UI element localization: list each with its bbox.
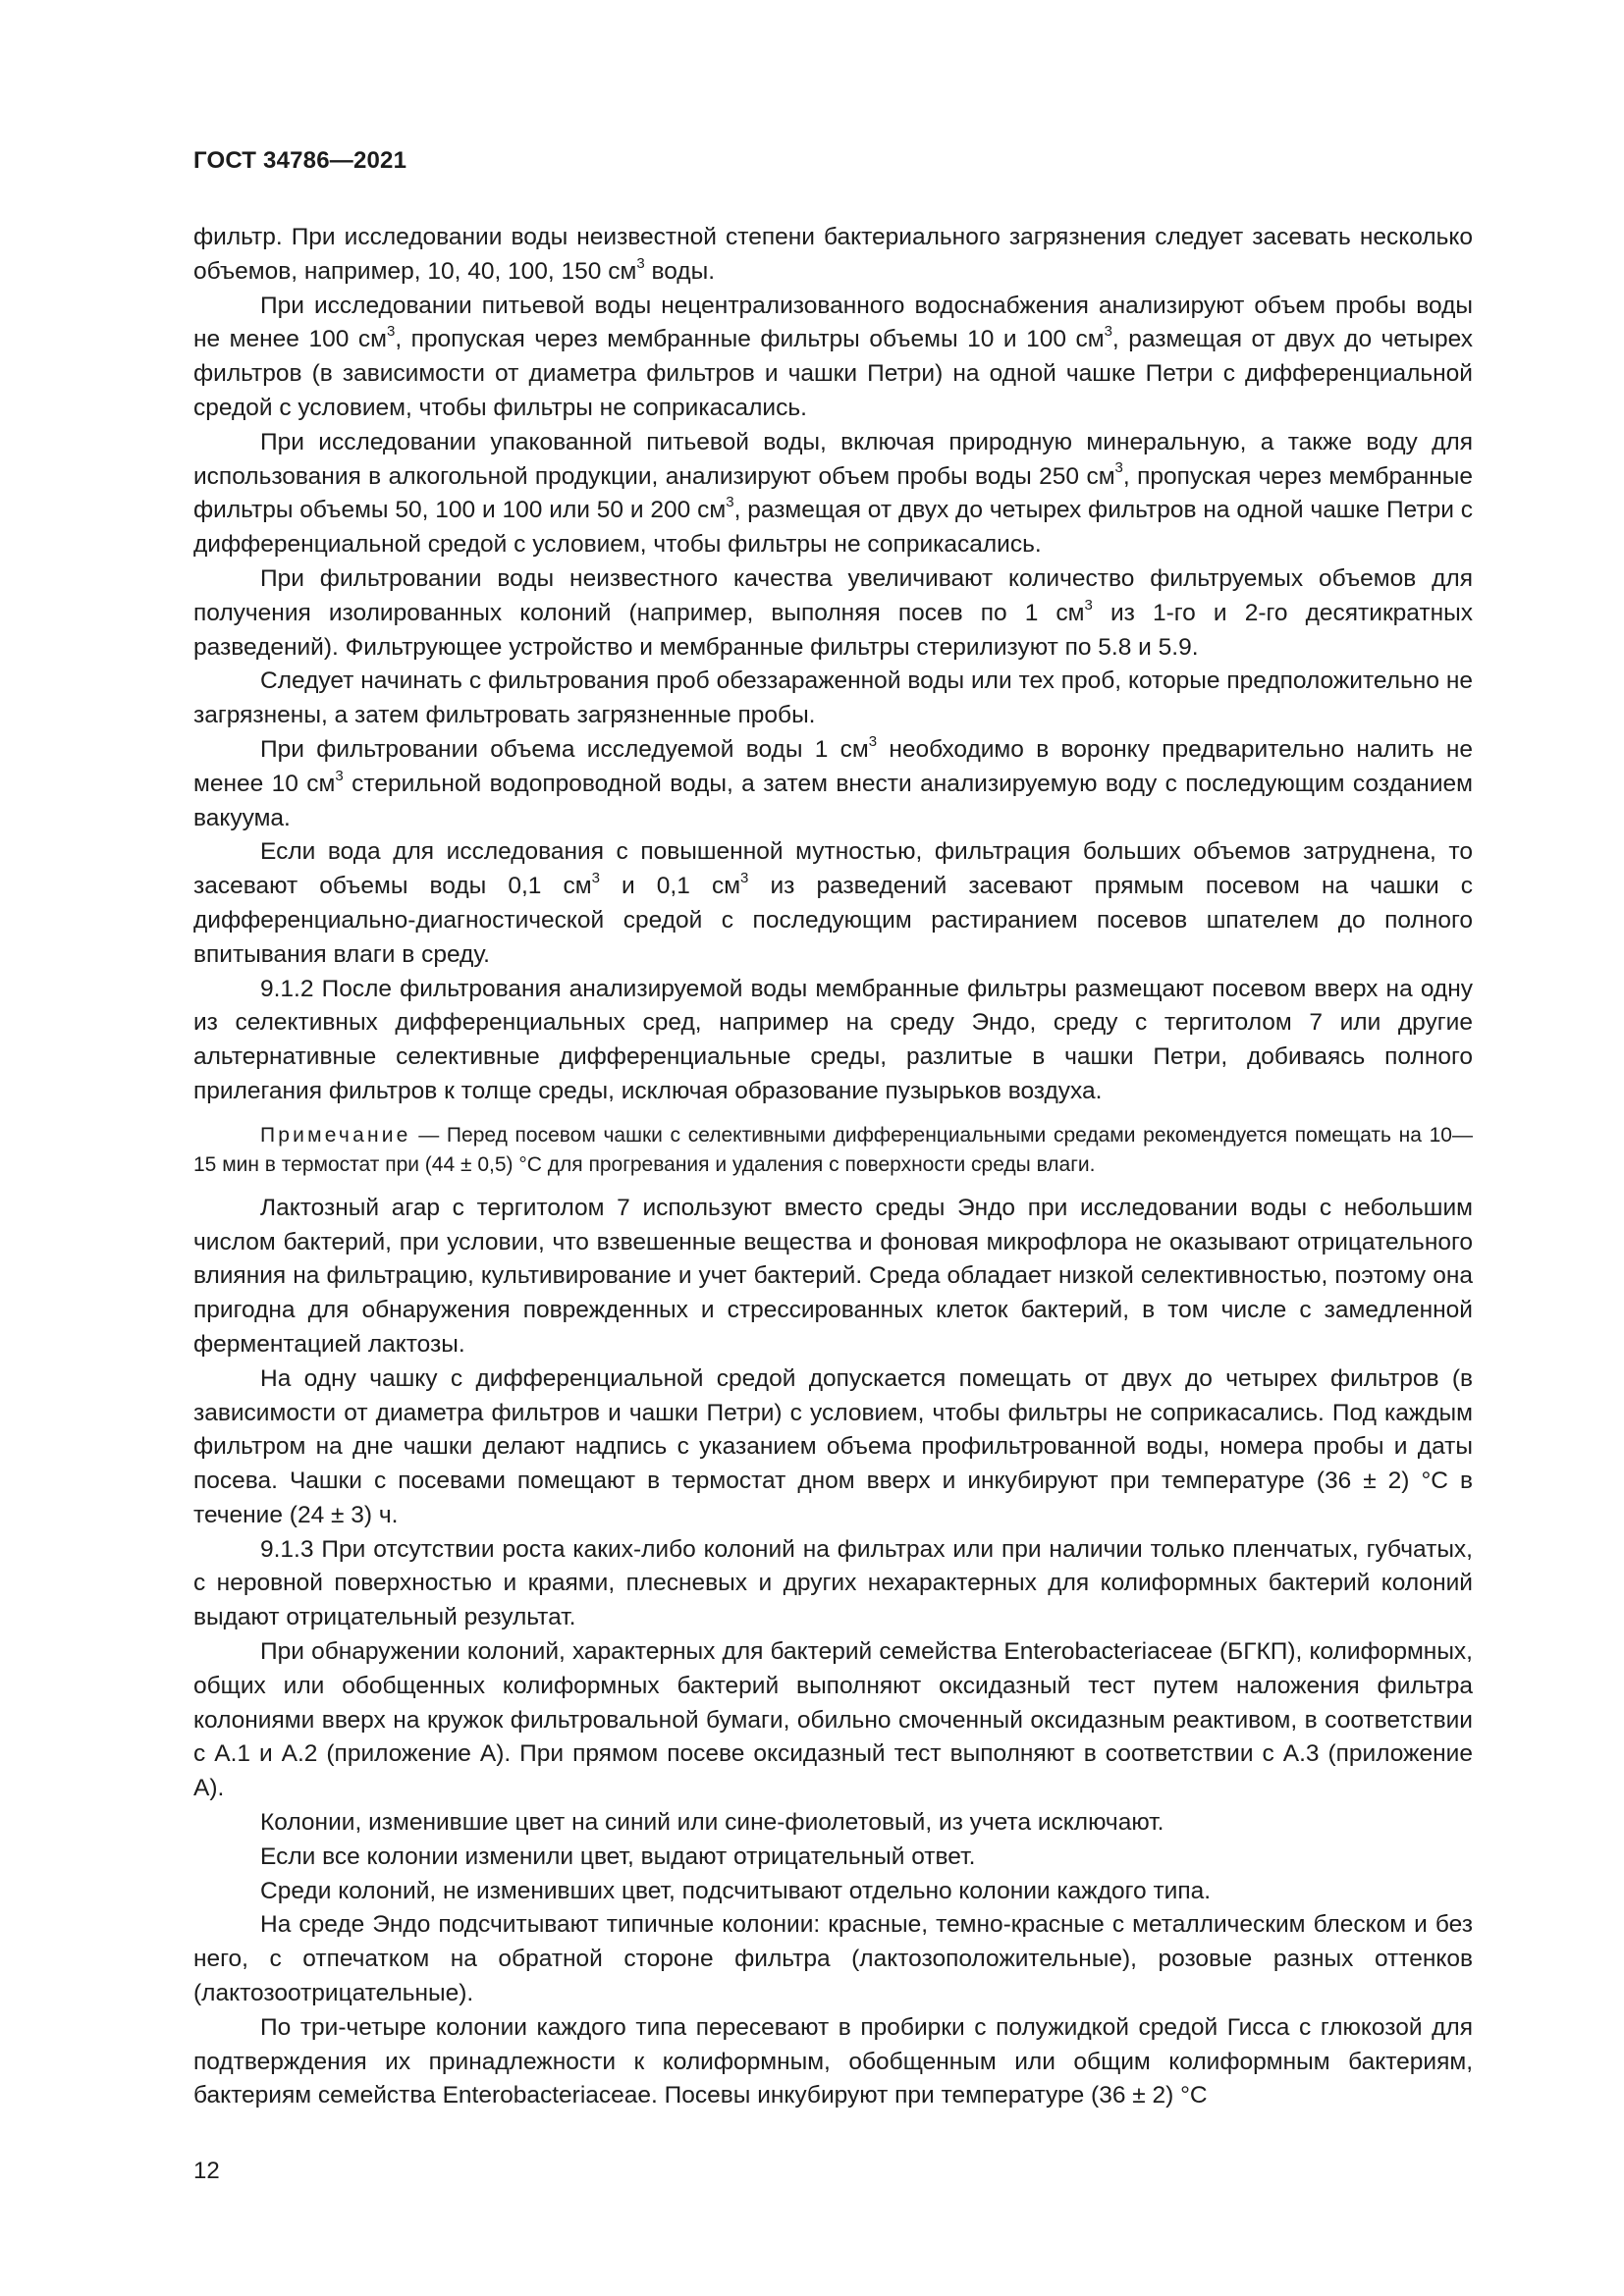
document-header: ГОСТ 34786—2021 [193,147,407,174]
paragraph-all-changed: Если все колонии изменили цвет, выдают отрицательный ответ. [260,1842,976,1870]
paragraph-unknown-quality: При фильтровании воды неизвестного качества увеличивают количество фильтруемых объемов для получения изолированных колоний (например, выполняя посев по 1 $см^3$ из 1-го и 2-го десятикратных разведений). Фильтрующее устройство и мембранные фильтры стерилизуют по 5.8 и 5.9. [193,564,1473,661]
paragraph-one-dish: На одну чашку с дифференциальной средой допускается помещать от двух до четырех фильтров (в зависимости от диаметра фильтров и чашки Петри) с условием, чтобы фильтры не соприкасались. Под каждым фильтром на дне чашки делают надпись с указанием объема профильтрованной воды, номера пробы и даты посева. Чашки с посевами помещают в термостат дном вверх и инкубируют при температуре (36 ± 2) °С в течение (24 ± 3) ч. [193,1364,1473,1528]
note-paragraph: Примечание — Перед посевом чашки с селективными дифференциальными средами рекомендуется помещать на 10—15 мин в термостат при (44 ± 0,5) °С для прогревания и удаления с поверхности среды влаги. [193,1123,1473,1176]
paragraph-turbidity: Если вода для исследования с повышенной мутностью, фильтрация больших объемов затруднена, то засевают объемы воды 0,1 $см^3$ и 0,1 $см^3$ из разведений засевают прямым посевом на чашки с дифференциально-диагностической средой с последующим растиранием посевов шпателем до полного впитывания влаги в среду. [193,838,1473,968]
note-label: Примечание [260,1123,411,1147]
paragraph-blue-colonies: Колонии, изменившие цвет на синий или сине-фиолетовый, из учета исключают. [260,1809,1164,1837]
paragraph-lactose-agar: Лактозный агар с тергитолом 7 используют вместо среды Эндо при исследовании воды с небольшим числом бактерий, при условии, что взвешенные вещества и фоновая микрофлора не оказывают отрицательного влияния на фильтрацию, культивирование и учет бактерий. Среда обладает низкой селективностью, поэтому она пригодна для обнаружения поврежденных и стрессированных клеток бактерий, в том числе с замедленной ферментацией лактозы. [193,1194,1473,1358]
paragraph-endo-colonies: На среде Эндо подсчитывают типичные колонии: красные, темно-красные с металлическим блеском и без него, с отпечатком на обратной стороне фильтра (лактозоположительные), розовые разных оттенков (лактозоотрицательные). [193,1911,1473,2007]
page-number: 12 [193,2158,220,2184]
paragraph-filtration-order: Следует начинать с фильтрования проб обеззараженной воды или тех проб, которые предположительно не загрязнены, а затем фильтровать загрязненные пробы. [193,667,1473,729]
paragraph-9-1-2: 9.1.2 После фильтрования анализируемой воды мембранные фильтры размещают посевом вверх на одну из селективных дифференциальных сред, например на среду Эндо, среду с тергитолом 7 или другие альтернативные селективные дифференциальные среды, разлитые в чашки Петри, добиваясь полного прилегания фильтров к толще среды, исключая образование пузырьков воздуха. [193,975,1473,1104]
paragraph-one-cm3-volume: При фильтровании объема исследуемой воды 1 $см^3$ необходимо в воронку предварительно налить не менее 10 $см^3$ стерильной водопроводной воды, а затем внести анализируемую воду с последующим созданием вакуума. [193,732,1473,831]
paragraph-count-types: Среди колоний, не изменивших цвет, подсчитывают отдельно колонии каждого типа. [260,1877,1212,1904]
paragraph-oxidase-test: При обнаружении колоний, характерных для бактерий семейства Enterobacteriaceae (БГКП), колиформных, общих или обобщенных колиформных бактерий выполняют оксидазный тест путем наложения фильтра колониями вверх на кружок фильтровальной бумаги, обильно смоченный оксидазным реактивом, в соответствии с А.1 и А.2 (приложение А). При прямом посеве оксидазный тест выполняют в соответствии с А.3 (приложение А). [193,1638,1473,1802]
paragraph-continuation: фильтр. При исследовании воды неизвестной степени бактериального загрязнения следует засевать несколько объемов, например, 10, 40, 100, 150 $см^3$ воды. [193,224,1473,285]
paragraph-packaged-water: При исследовании упакованной питьевой воды, включая природную минеральную, а также воду для использования в алкогольной продукции, анализируют объем пробы воды 250 $см^3$, пропуская через мембранные фильтры объемы 50, 100 и 100 или 50 и 200 $см^3$, размещая от двух до четырех фильтров на одной чашке Петри с дифференциальной средой с условием, чтобы фильтры не соприкасались. [193,428,1473,559]
paragraph-subculture: По три-четыре колонии каждого типа пересевают в пробирки с полужидкой средой Гисса с глюкозой для подтверждения их принадлежности к колиформным, обобщенным или общим колиформным бактериям, бактериям семейства Enterobacteriaceae. Посевы инкубируют при температуре (36 ± 2) °С [193,2013,1473,2109]
page-body [193,221,1473,2113]
paragraph-9-1-3: 9.1.3 При отсутствии роста каких-либо колоний на фильтрах или при наличии только пленчатых, губчатых, с неровной поверхностью и краями, плесневых и других нехарактерных для колиформных бактерий колоний выдают отрицательный результат. [193,1535,1473,1631]
paragraph-drinking-water: При исследовании питьевой воды нецентрализованного водоснабжения анализируют объем пробы воды не менее 100 $см^3$, пропуская через мембранные фильтры объемы 10 и 100 $см^3$, размещая от двух до четырех фильтров (в зависимости от диаметра фильтров и чашки Петри) на одной чашке Петри с дифференциальной средой с условием, чтобы фильтры не соприкасались. [193,292,1473,421]
